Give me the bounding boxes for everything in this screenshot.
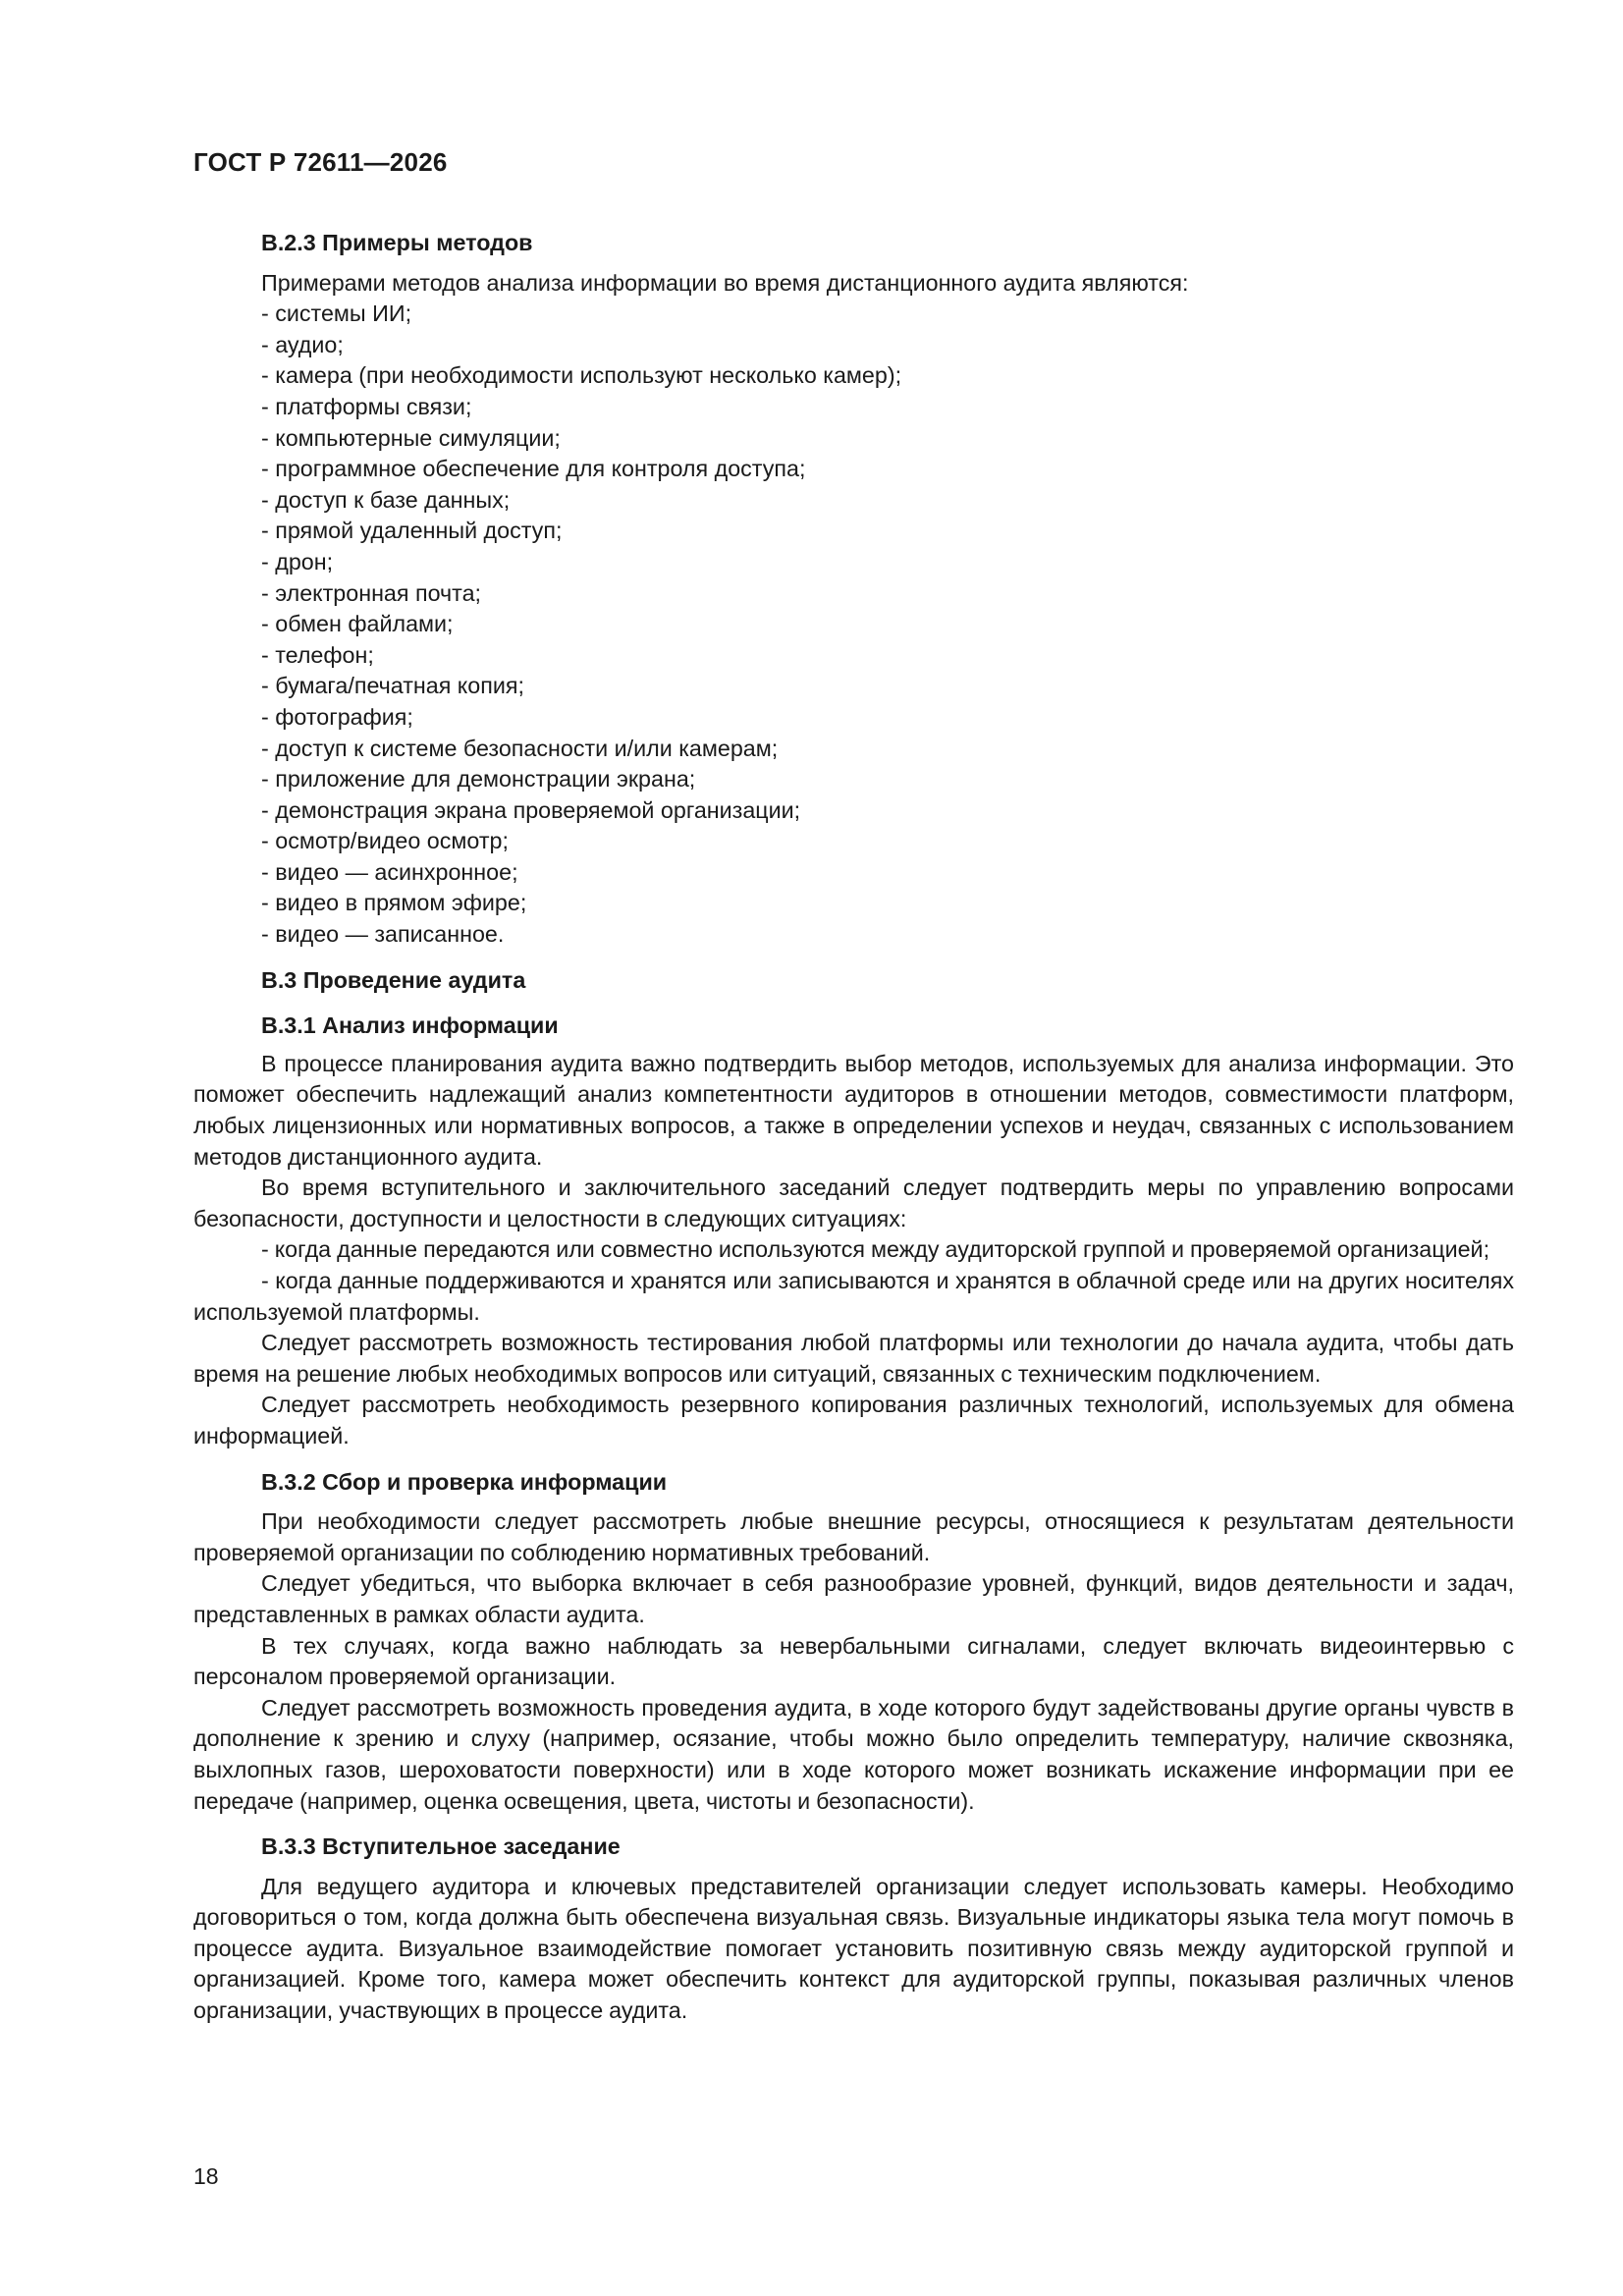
list-item: - прямой удаленный доступ; [193,516,1514,547]
list-item: - телефон; [193,640,1514,672]
paragraph: - когда данные поддерживаются и хранятся или записываются и хранятся в облачной среде или на других носителях используемой платформы. [193,1268,1514,1325]
paragraph: В тех случаях, когда важно наблюдать за невербальными сигналами, следует включать видеоинтервью с персоналом проверяемой организации. [193,1632,1514,1690]
paragraph: Следует убедиться, что выборка включает в себя разнообразие уровней, функций, видов деятельности и задач, представленных в рамках области аудита. [193,1570,1514,1627]
page-number: 18 [193,2163,219,2189]
paragraph: Следует рассмотреть необходимость резервного копирования различных технологий, используемых для обмена информацией. [193,1392,1514,1449]
list-item: - приложение для демонстрации экрана; [193,764,1514,795]
list-item: - системы ИИ; [193,299,1514,330]
section-heading-b31: B.3.1 Анализ информации [261,1012,559,1039]
list-item: - бумага/печатная копия; [193,671,1514,702]
list-item: - осмотр/видео осмотр; [193,826,1514,857]
paragraph: - когда данные передаются или совместно используются между аудиторской группой и проверяемой организацией; [261,1236,1490,1263]
page-content [193,228,1514,2027]
paragraph: Во время вступительного и заключительного заседаний следует подтвердить меры по управлению вопросами безопасности, доступности и целостности в следующих ситуациях: [193,1175,1514,1231]
paragraph: Следует рассмотреть возможность тестирования любой платформы или технологии до начала аудита, чтобы дать время на решение любых необходимых вопросов или ситуаций, связанных с техническим подключением. [193,1330,1514,1387]
list-item: - электронная почта; [193,578,1514,610]
paragraph: Следует рассмотреть возможность проведения аудита, в ходе которого будут задействованы другие органы чувств в дополнение к зрению и слуху (например, осязание, чтобы можно было определить температуру, наличие сквозняка, выхлопных газов, шероховатости поверхности) или в ходе которого может возникать искажение информации при ее передаче (например, оценка освещения, цвета, чистоты и безопасности). [193,1694,1514,1814]
document-code-header: ГОСТ Р 72611—2026 [193,147,448,177]
list-item: - видео в прямом эфире; [193,888,1514,919]
list-item: - камера (при необходимости используют несколько камер); [193,360,1514,392]
list-item: - компьютерные симуляции; [193,423,1514,455]
list-item: - видео — записанное. [193,919,1514,951]
paragraph: В процессе планирования аудита важно подтвердить выбор методов, используемых для анализа информации. Это поможет обеспечить надлежащий анализ компетентности аудиторов в отношении методов, совместимости платформ, любых лицензионных или нормативных вопросов, а также в определении успехов и неудач, связанных с использованием методов дистанционного аудита. [193,1050,1514,1170]
list-item: - доступ к базе данных; [193,485,1514,517]
list-item: - обмен файлами; [193,609,1514,640]
list-item: - аудио; [193,330,1514,361]
list-intro: Примерами методов анализа информации во время дистанционного аудита являются: [261,269,1189,296]
list-item: - дрон; [193,547,1514,578]
section-heading-b3: B.3 Проведение аудита [261,966,526,993]
list-item: - доступ к системе безопасности и/или камерам; [193,734,1514,765]
list-item: - видео — асинхронное; [193,857,1514,889]
list-item: - демонстрация экрана проверяемой организации; [193,795,1514,827]
paragraph: Для ведущего аудитора и ключевых представителей организации следует использовать камеры. Необходимо договориться о том, когда должна быть обеспечена визуальная связь. Визуальные индикаторы языка тела могут помочь в процессе аудита. Визуальное взаимодействие помогает установить позитивную связь между аудиторской группой и организацией. Кроме того, камера может обеспечить контекст для аудиторской группы, показывая различных членов организации, участвующих в процессе аудита. [193,1873,1514,2024]
list-item: - платформы связи; [193,392,1514,423]
list-item: - фотография; [193,702,1514,734]
methods-list [193,299,1514,950]
list-item: - программное обеспечение для контроля доступа; [193,454,1514,485]
paragraph: При необходимости следует рассмотреть любые внешние ресурсы, относящиеся к результатам деятельности проверяемой организации по соблюдению нормативных требований. [193,1508,1514,1565]
section-heading-b32: B.3.2 Сбор и проверка информации [261,1468,668,1495]
section-heading-b23: B.2.3 Примеры методов [261,230,533,255]
section-heading-b33: B.3.3 Вступительное заседание [261,1833,621,1860]
